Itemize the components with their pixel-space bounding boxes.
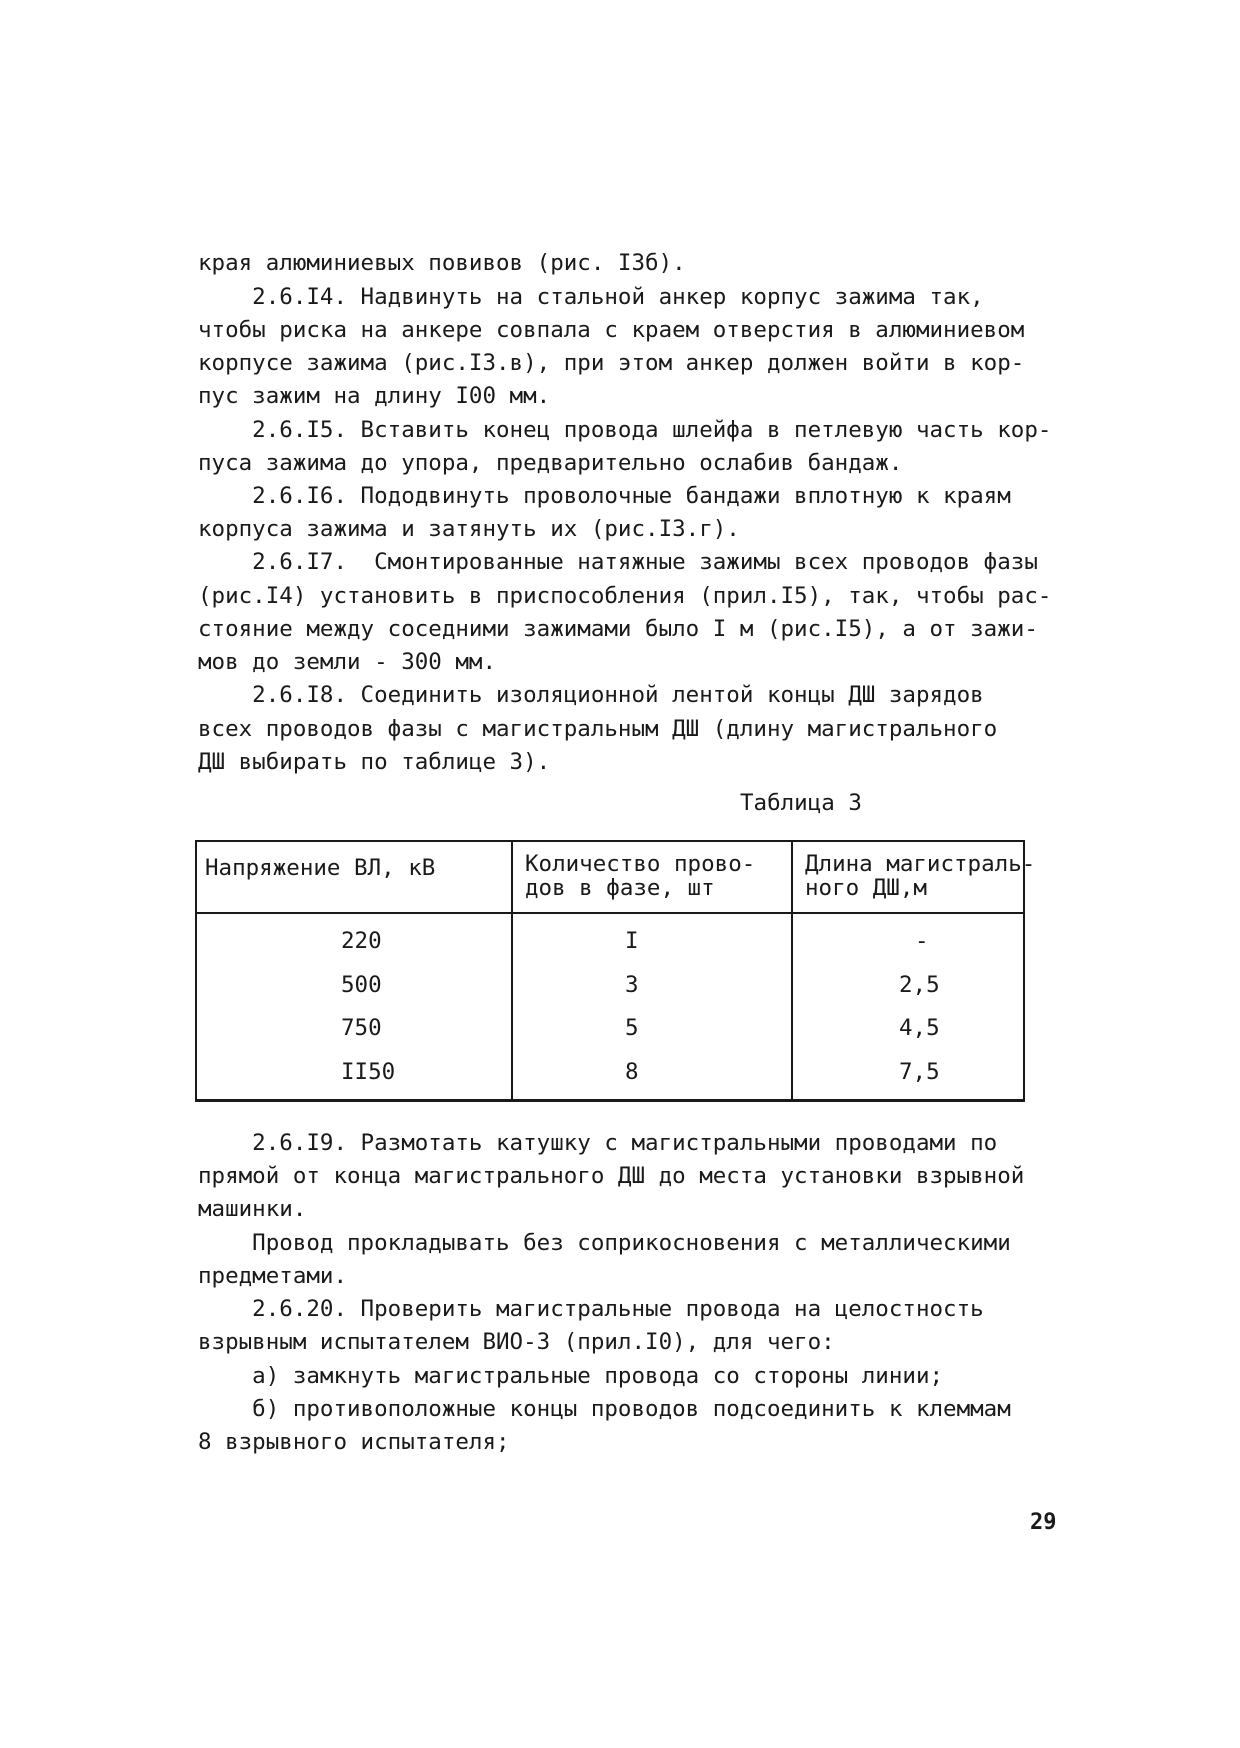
table-cell: 8 bbox=[625, 1059, 639, 1085]
table-header-wire-count: Количество прово- дов в фазе, шт bbox=[525, 851, 756, 901]
paragraph-line: 2.6.I6. Пододвинуть проволочные бандажи вплотную к краям bbox=[198, 483, 1011, 509]
paragraph-line: ДШ выбирать по таблице 3). bbox=[198, 749, 551, 775]
table-header-cord-length: Длина магистраль- ного ДШ,м bbox=[805, 851, 1036, 901]
paragraph-line: мов до земли - 300 мм. bbox=[198, 649, 497, 675]
paragraph-line: прямой от конца магистрального ДШ до места установки взрывной bbox=[198, 1163, 1025, 1189]
page-number: 29 bbox=[1030, 1510, 1057, 1535]
paragraph-line: 8 взрывного испытателя; bbox=[198, 1429, 510, 1455]
table-cell: 4,5 bbox=[899, 1015, 940, 1041]
table-cell: II50 bbox=[341, 1059, 396, 1085]
paragraph-line: пус зажим на длину I00 мм. bbox=[198, 383, 551, 409]
table-cell: I bbox=[625, 928, 639, 954]
column-divider bbox=[791, 842, 793, 1099]
paragraph-line: 2.6.I5. Вставить конец провода шлейфа в петлевую часть кор- bbox=[198, 417, 1052, 443]
table-cell: 500 bbox=[341, 972, 382, 998]
paragraph-line: корпусе зажима (рис.I3.в), при этом анкер должен войти в кор- bbox=[198, 350, 1025, 376]
paragraph-line: машинки. bbox=[198, 1196, 307, 1222]
paragraph-line: 2.6.I4. Надвинуть на стальной анкер корпус зажима так, bbox=[198, 284, 984, 310]
paragraph-line: б) противоположные концы проводов подсоединить к клеммам bbox=[198, 1396, 1011, 1422]
header-divider bbox=[197, 912, 1023, 914]
table-cell: 5 bbox=[625, 1015, 639, 1041]
table-cell: 220 bbox=[341, 928, 382, 954]
table-caption: Таблица 3 bbox=[740, 790, 862, 816]
table-cell: 3 bbox=[625, 972, 639, 998]
paragraph-line: 2.6.I8. Соединить изоляционной лентой концы ДШ зарядов bbox=[198, 682, 984, 708]
paragraph-line: 2.6.I7. Смонтированные натяжные зажимы всех проводов фазы bbox=[198, 549, 1038, 575]
table-cell: - bbox=[915, 928, 929, 954]
paragraph-line: а) замкнуть магистральные провода со стороны линии; bbox=[198, 1363, 944, 1389]
paragraph-line: Провод прокладывать без соприкосновения с металлическими bbox=[198, 1230, 1011, 1256]
paragraph-line: чтобы риска на анкере совпала с краем отверстия в алюминиевом bbox=[198, 317, 1025, 343]
paragraph-line: пуса зажима до упора, предварительно ослабив бандаж. bbox=[198, 450, 903, 476]
paragraph-line: края алюминиевых повивов (рис. I3б). bbox=[198, 250, 686, 276]
table-cell: 2,5 bbox=[899, 972, 940, 998]
data-table bbox=[195, 840, 1036, 1102]
table-cell: 750 bbox=[341, 1015, 382, 1041]
column-divider bbox=[511, 842, 513, 1099]
paragraph-line: предметами. bbox=[198, 1263, 348, 1289]
paragraph-line: корпуса зажима и затянуть их (рис.I3.г). bbox=[198, 516, 740, 542]
paragraph-line: стояние между соседними зажимами было I м (рис.I5), а от зажи- bbox=[198, 616, 1038, 642]
table-cell: 7,5 bbox=[899, 1059, 940, 1085]
table-header-voltage: Напряжение ВЛ, кВ bbox=[205, 855, 436, 881]
paragraph-line: (рис.I4) установить в приспособления (прил.I5), так, чтобы рас- bbox=[198, 583, 1052, 609]
paragraph-line: 2.6.20. Проверить магистральные провода на целостность bbox=[198, 1296, 984, 1322]
paragraph-line: всех проводов фазы с магистральным ДШ (длину магистрального bbox=[198, 716, 998, 742]
paragraph-line: 2.6.I9. Размотать катушку с магистральными проводами по bbox=[198, 1130, 998, 1156]
paragraph-line: взрывным испытателем ВИО-3 (прил.I0), для чего: bbox=[198, 1329, 835, 1355]
